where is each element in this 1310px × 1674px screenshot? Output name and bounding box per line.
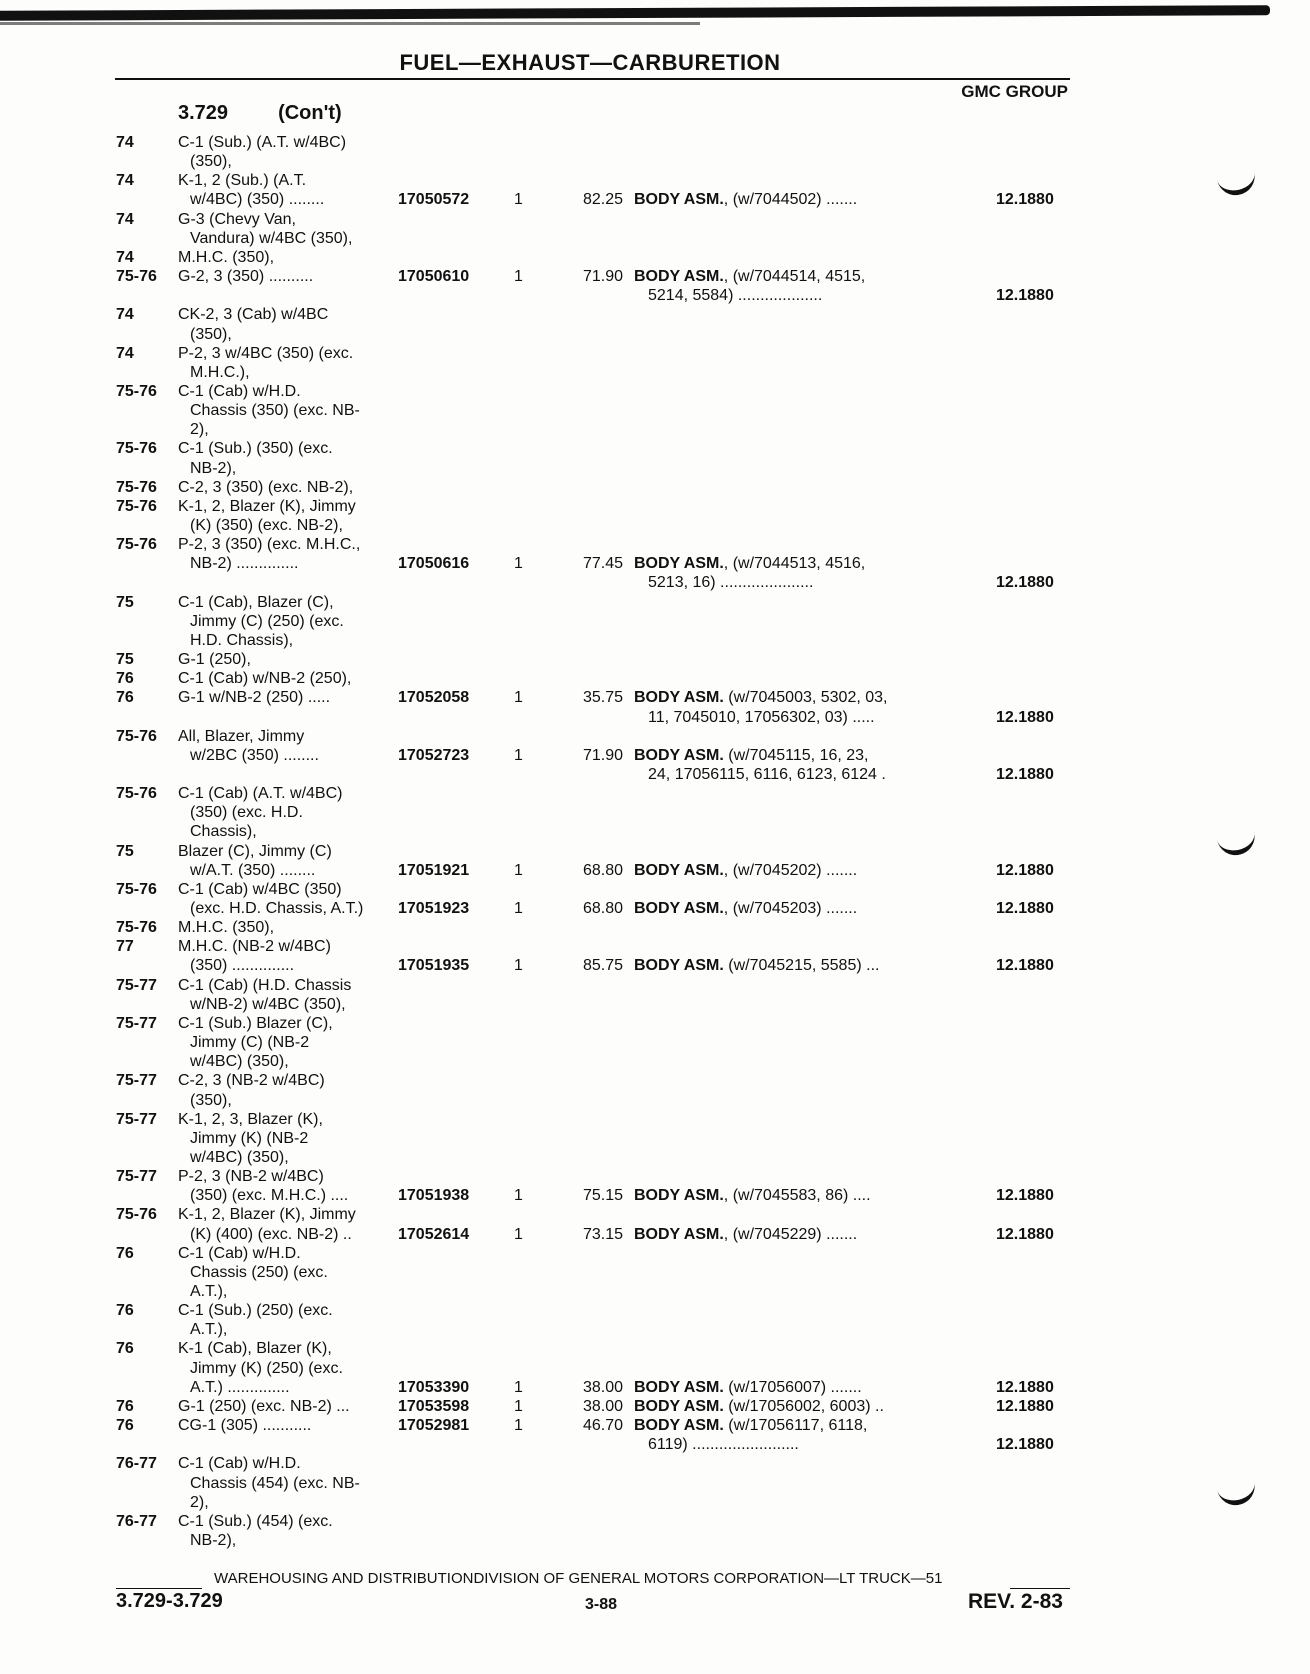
row-application: Jimmy (K) (NB-2: [190, 1130, 309, 1147]
row-description-detail: (w/7045003, 5302, 03,: [723, 689, 888, 706]
row-description-name: BODY ASM.: [634, 689, 724, 706]
parts-row: [0, 1052, 1310, 1072]
row-year: 74: [116, 345, 134, 362]
row-application: CK-2, 3 (Cab) w/4BC: [178, 306, 329, 323]
row-year: 75-76: [116, 919, 157, 936]
row-application: w/NB-2) w/4BC (350),: [190, 996, 346, 1013]
parts-row: [0, 1301, 1310, 1321]
row-application: (350),: [190, 326, 232, 343]
parts-row: [0, 1110, 1310, 1130]
row-description-detail: , (w/7045202) .......: [723, 862, 858, 879]
row-reference: 12.1880: [996, 1226, 1054, 1243]
row-quantity: 1: [514, 900, 523, 917]
parts-row: [0, 861, 1310, 881]
row-year: 75-77: [116, 1072, 157, 1089]
row-description: [634, 1186, 871, 1206]
row-application: G-1 w/NB-2 (250) .....: [178, 689, 331, 706]
row-price: 46.70: [582, 1417, 623, 1434]
row-year: 75: [116, 594, 134, 611]
row-year: 75-76: [116, 383, 157, 400]
row-application: A.T.),: [190, 1283, 228, 1300]
row-description: [634, 1416, 867, 1436]
row-application: (K) (350) (exc. NB-2),: [190, 517, 343, 534]
row-application: A.T.) ..............: [190, 1379, 290, 1396]
row-application: C-1 (Cab) (H.D. Chassis: [178, 977, 352, 994]
parts-row: [0, 1263, 1310, 1283]
parts-row: [0, 650, 1310, 670]
row-reference: 12.1880: [996, 574, 1054, 591]
row-year: 76-77: [116, 1455, 157, 1472]
row-application: C-1 (Sub.) (350) (exc.: [178, 440, 333, 457]
parts-row: [0, 229, 1310, 249]
row-application: C-1 (Cab), Blazer (C),: [178, 594, 334, 611]
parts-row: [0, 1244, 1310, 1264]
row-price: 82.25: [582, 191, 623, 208]
parts-row: [0, 1282, 1310, 1302]
row-year: 75-77: [116, 1111, 157, 1128]
row-application: w/4BC) (350),: [190, 1149, 289, 1166]
row-description-detail: , (w/7044513, 4516,: [723, 555, 866, 572]
row-year: 75-76: [116, 479, 157, 496]
parts-row: [0, 727, 1310, 747]
parts-row: [0, 286, 1310, 306]
parts-row: [0, 344, 1310, 364]
row-year: 74: [116, 172, 134, 189]
parts-row: [0, 248, 1310, 268]
row-year: 75-76: [116, 1206, 157, 1223]
row-year: 76: [116, 1417, 134, 1434]
parts-row: [0, 1091, 1310, 1111]
parts-row: [0, 497, 1310, 517]
parts-row: [0, 822, 1310, 842]
row-application: Blazer (C), Jimmy (C): [178, 843, 332, 860]
row-application: 2),: [190, 421, 209, 438]
row-description: [634, 688, 887, 708]
row-application: M.H.C. (350),: [178, 249, 275, 266]
parts-row: [0, 937, 1310, 957]
row-reference: 12.1880: [996, 709, 1054, 726]
row-quantity: 1: [514, 747, 523, 764]
parts-row: [0, 956, 1310, 976]
row-part-number: 17052723: [398, 747, 470, 764]
row-application: K-1 (Cab), Blazer (K),: [178, 1340, 332, 1357]
group-label: GMC GROUP: [961, 82, 1068, 101]
row-description-detail: (w/17056007) .......: [723, 1379, 862, 1396]
parts-row: [0, 669, 1310, 689]
row-quantity: 1: [514, 1226, 523, 1243]
row-description: [634, 190, 857, 210]
parts-row: [0, 1129, 1310, 1149]
row-description: [634, 956, 879, 976]
row-application: M.H.C. (350),: [178, 919, 275, 936]
row-year: 75-77: [116, 977, 157, 994]
row-application: P-2, 3 w/4BC (350) (exc.: [178, 345, 354, 362]
row-part-number: 17052981: [398, 1417, 470, 1434]
row-description-name: BODY ASM.: [634, 1187, 724, 1204]
row-year: 75-76: [116, 498, 157, 515]
row-reference: 12.1880: [996, 1187, 1054, 1204]
row-description-detail: , (w/7044502) .......: [723, 191, 858, 208]
row-year: 75-77: [116, 1168, 157, 1185]
parts-row: [0, 976, 1310, 996]
row-price: 38.00: [582, 1379, 623, 1396]
row-reference: 12.1880: [996, 287, 1054, 304]
parts-row: [0, 1071, 1310, 1091]
row-part-number: 17050616: [398, 555, 470, 572]
row-reference: 12.1880: [996, 1398, 1054, 1415]
row-part-number: 17050610: [398, 268, 470, 285]
row-description: [634, 1397, 884, 1417]
row-price: 35.75: [582, 689, 623, 706]
row-reference: 12.1880: [996, 900, 1054, 917]
parts-row: [0, 899, 1310, 919]
parts-row: [0, 995, 1310, 1015]
row-application: w/4BC) (350) ........: [190, 191, 325, 208]
parts-row: [0, 516, 1310, 536]
row-application: Chassis (454) (exc. NB-: [190, 1475, 360, 1492]
row-application: C-1 (Cab) w/H.D.: [178, 383, 301, 400]
row-description-detail: (w/17056002, 6003) ..: [723, 1398, 884, 1415]
row-application: G-2, 3 (350) ..........: [178, 268, 314, 285]
row-year: 75-76: [116, 536, 157, 553]
row-part-number: 17050572: [398, 191, 470, 208]
parts-row: [0, 1531, 1310, 1551]
row-description-detail: , (w/7045203) .......: [723, 900, 858, 917]
row-application: Chassis),: [190, 823, 257, 840]
row-application: C-1 (Sub.) (A.T. w/4BC): [178, 134, 347, 151]
row-quantity: 1: [514, 268, 523, 285]
row-application: NB-2) ..............: [190, 555, 299, 572]
parts-row: [0, 746, 1310, 766]
row-application: Jimmy (K) (250) (exc.: [190, 1360, 343, 1377]
row-application: Jimmy (C) (NB-2: [190, 1034, 310, 1051]
footer-division: WAREHOUSING AND DISTRIBUTIONDIVISION OF GENERAL MOTORS CORPORATION—LT TRUCK—51: [214, 1570, 943, 1587]
row-year: 74: [116, 211, 134, 228]
parts-row: [0, 803, 1310, 823]
row-price: 85.75: [582, 957, 623, 974]
row-application: M.H.C.),: [190, 364, 250, 381]
parts-row: [0, 918, 1310, 938]
row-quantity: 1: [514, 1187, 523, 1204]
row-description-detail: , (w/7044514, 4515,: [723, 268, 866, 285]
row-reference: 12.1880: [996, 957, 1054, 974]
row-application: C-1 (Cab) w/4BC (350): [178, 881, 342, 898]
row-application: (exc. H.D. Chassis, A.T.): [190, 900, 364, 917]
row-year: 74: [116, 249, 134, 266]
row-price: 38.00: [582, 1398, 623, 1415]
row-description-name: BODY ASM.: [634, 1417, 724, 1434]
parts-row: [0, 1186, 1310, 1206]
parts-row: [0, 1320, 1310, 1340]
row-price: 68.80: [582, 900, 623, 917]
row-year: 76: [116, 670, 134, 687]
parts-row: [0, 631, 1310, 651]
row-quantity: 1: [514, 191, 523, 208]
row-application: w/A.T. (350) ........: [190, 862, 316, 879]
row-application: Chassis (350) (exc. NB-: [190, 402, 360, 419]
parts-row: [0, 1512, 1310, 1532]
row-application: w/4BC) (350),: [190, 1053, 289, 1070]
row-year: 77: [116, 938, 134, 955]
row-description: [648, 286, 822, 306]
row-application: G-1 (250),: [178, 651, 251, 668]
row-quantity: 1: [514, 862, 523, 879]
row-year: 75-76: [116, 728, 157, 745]
row-description-name: BODY ASM.: [634, 1226, 724, 1243]
footer-range: 3.729-3.729: [116, 1590, 223, 1612]
row-year: 75: [116, 651, 134, 668]
row-description-name: BODY ASM.: [634, 268, 724, 285]
row-application: Jimmy (C) (250) (exc.: [190, 613, 344, 630]
parts-row: [0, 1474, 1310, 1494]
row-reference: 12.1880: [996, 1379, 1054, 1396]
row-description-detail: 11, 7045010, 17056302, 03) .....: [648, 709, 875, 726]
row-application: (350) ..............: [190, 957, 295, 974]
parts-row: [0, 842, 1310, 862]
parts-row: [0, 1033, 1310, 1053]
parts-row: [0, 1225, 1310, 1245]
footer-rule-right: [1010, 1588, 1070, 1589]
row-description-name: BODY ASM.: [634, 191, 724, 208]
row-application: P-2, 3 (350) (exc. M.H.C.,: [178, 536, 361, 553]
row-description-detail: 24, 17056115, 6116, 6123, 6124 .: [648, 766, 886, 783]
row-application: C-2, 3 (NB-2 w/4BC): [178, 1072, 325, 1089]
row-description: [634, 746, 869, 766]
row-application: (350) (exc. M.H.C.) ....: [190, 1187, 349, 1204]
parts-row: [0, 382, 1310, 402]
parts-row: [0, 210, 1310, 230]
row-application: w/2BC (350) ........: [190, 747, 319, 764]
row-application: C-1 (Sub.) Blazer (C),: [178, 1015, 333, 1032]
row-year: 75: [116, 843, 134, 860]
parts-row: [0, 1167, 1310, 1187]
parts-row: [0, 1148, 1310, 1168]
row-description: [648, 765, 886, 785]
parts-row: [0, 880, 1310, 900]
row-year: 75-76: [116, 440, 157, 457]
row-application: C-1 (Cab) w/H.D.: [178, 1245, 301, 1262]
row-application: Vandura) w/4BC (350),: [190, 230, 353, 247]
parts-row: [0, 1397, 1310, 1417]
row-description: [648, 708, 875, 728]
row-quantity: 1: [514, 555, 523, 572]
row-year: 75-77: [116, 1015, 157, 1032]
row-application: All, Blazer, Jimmy: [178, 728, 305, 745]
row-application: (350) (exc. H.D.: [190, 804, 303, 821]
row-application: C-2, 3 (350) (exc. NB-2),: [178, 479, 354, 496]
row-year: 74: [116, 134, 134, 151]
row-description-name: BODY ASM.: [634, 862, 724, 879]
parts-row: [0, 439, 1310, 459]
row-description-detail: (w/17056117, 6118,: [723, 1417, 868, 1434]
row-quantity: 1: [514, 957, 523, 974]
parts-row: [0, 612, 1310, 632]
footer-rule-left: [116, 1588, 202, 1589]
row-application: C-1 (Sub.) (250) (exc.: [178, 1302, 333, 1319]
row-description-detail: 5213, 16) .....................: [648, 574, 814, 591]
row-application: M.H.C. (NB-2 w/4BC): [178, 938, 331, 955]
row-description-name: BODY ASM.: [634, 555, 724, 572]
row-price: 71.90: [582, 268, 623, 285]
row-part-number: 17051935: [398, 957, 470, 974]
row-description-detail: , (w/7045229) .......: [723, 1226, 858, 1243]
parts-row: [0, 535, 1310, 555]
row-application: Chassis (250) (exc.: [190, 1264, 328, 1281]
parts-row: [0, 1416, 1310, 1436]
row-application: K-1, 2, Blazer (K), Jimmy: [178, 1206, 356, 1223]
row-application: G-3 (Chevy Van,: [178, 211, 296, 228]
row-year: 74: [116, 306, 134, 323]
parts-row: [0, 1378, 1310, 1398]
row-application: C-1 (Cab) w/H.D.: [178, 1455, 301, 1472]
row-application: C-1 (Cab) (A.T. w/4BC): [178, 785, 343, 802]
row-quantity: 1: [514, 689, 523, 706]
row-quantity: 1: [514, 1398, 523, 1415]
row-part-number: 17051923: [398, 900, 470, 917]
row-description-name: BODY ASM.: [634, 1379, 724, 1396]
parts-row: [0, 401, 1310, 421]
row-year: 76: [116, 1245, 134, 1262]
parts-row: [0, 363, 1310, 383]
row-part-number: 17051921: [398, 862, 470, 879]
parts-row: [0, 190, 1310, 210]
row-reference: 12.1880: [996, 191, 1054, 208]
parts-row: [0, 325, 1310, 345]
row-application: C-1 (Cab) w/NB-2 (250),: [178, 670, 352, 687]
parts-row: [0, 267, 1310, 287]
row-part-number: 17052058: [398, 689, 470, 706]
row-application: NB-2),: [190, 460, 237, 477]
page-title: FUEL—EXHAUST—CARBURETION: [399, 50, 781, 75]
parts-row: [0, 784, 1310, 804]
parts-row: [0, 573, 1310, 593]
row-description: [634, 861, 857, 881]
parts-row: [0, 459, 1310, 479]
section-suffix: (Con't): [278, 102, 342, 124]
row-price: 68.80: [582, 862, 623, 879]
parts-row: [0, 1339, 1310, 1359]
parts-row: [0, 554, 1310, 574]
row-description-name: BODY ASM.: [634, 1398, 724, 1415]
row-description: [648, 1435, 799, 1455]
parts-row: [0, 1454, 1310, 1474]
row-description-name: BODY ASM.: [634, 900, 724, 917]
row-description: [648, 573, 813, 593]
row-year: 76-77: [116, 1513, 157, 1530]
row-description-name: BODY ASM.: [634, 957, 724, 974]
footer-revision: REV. 2-83: [968, 1590, 1063, 1613]
parts-row: [0, 1205, 1310, 1225]
row-application: (350),: [190, 1092, 232, 1109]
row-year: 76: [116, 1340, 134, 1357]
parts-row: [0, 152, 1310, 172]
row-part-number: 17053598: [398, 1398, 470, 1415]
row-description-name: BODY ASM.: [634, 747, 724, 764]
parts-row: [0, 765, 1310, 785]
row-description-detail: 5214, 5584) ...................: [648, 287, 823, 304]
row-application: (K) (400) (exc. NB-2) ..: [190, 1226, 352, 1243]
row-description-detail: , (w/7045583, 86) ....: [723, 1187, 871, 1204]
row-part-number: 17052614: [398, 1226, 470, 1243]
row-application: A.T.),: [190, 1321, 228, 1338]
row-application: CG-1 (305) ...........: [178, 1417, 312, 1434]
row-description-detail: (w/7045215, 5585) ...: [723, 957, 880, 974]
row-year: 75-76: [116, 268, 157, 285]
row-description-detail: 6119) ........................: [648, 1436, 799, 1453]
row-quantity: 1: [514, 1417, 523, 1434]
row-price: 77.45: [582, 555, 623, 572]
row-price: 73.15: [582, 1226, 623, 1243]
row-quantity: 1: [514, 1379, 523, 1396]
row-application: K-1, 2, 3, Blazer (K),: [178, 1111, 323, 1128]
row-price: 75.15: [582, 1187, 623, 1204]
row-application: K-1, 2, Blazer (K), Jimmy: [178, 498, 356, 515]
row-application: K-1, 2 (Sub.) (A.T.: [178, 172, 307, 189]
row-description: [634, 267, 865, 287]
row-reference: 12.1880: [996, 1436, 1054, 1453]
section-number: 3.729: [178, 102, 229, 124]
parts-row: [0, 1493, 1310, 1513]
parts-row: [0, 688, 1310, 708]
row-description: [634, 1225, 857, 1245]
row-application: G-1 (250) (exc. NB-2) ...: [178, 1398, 350, 1415]
row-year: 76: [116, 1398, 134, 1415]
row-application: H.D. Chassis),: [190, 632, 294, 649]
row-application: C-1 (Sub.) (454) (exc.: [178, 1513, 333, 1530]
parts-row: [0, 305, 1310, 325]
row-application: 2),: [190, 1494, 209, 1511]
row-year: 75-76: [116, 881, 157, 898]
row-application: NB-2),: [190, 1532, 237, 1549]
row-application: (350),: [190, 153, 232, 170]
row-part-number: 17053390: [398, 1379, 470, 1396]
parts-row: [0, 478, 1310, 498]
parts-row: [0, 593, 1310, 613]
parts-row: [0, 171, 1310, 191]
parts-row: [0, 1435, 1310, 1455]
footer-page-number: 3-88: [585, 1596, 618, 1613]
parts-row: [0, 133, 1310, 153]
row-description: [634, 554, 865, 574]
row-reference: 12.1880: [996, 862, 1054, 879]
row-year: 75-76: [116, 785, 157, 802]
row-reference: 12.1880: [996, 766, 1054, 783]
parts-row: [0, 1359, 1310, 1379]
parts-row: [0, 420, 1310, 440]
row-description: [634, 899, 857, 919]
row-description-detail: (w/7045115, 16, 23,: [723, 747, 869, 764]
parts-row: [0, 1014, 1310, 1034]
row-description: [634, 1378, 862, 1398]
parts-row: [0, 708, 1310, 728]
row-year: 76: [116, 1302, 134, 1319]
row-part-number: 17051938: [398, 1187, 470, 1204]
row-application: P-2, 3 (NB-2 w/4BC): [178, 1168, 324, 1185]
row-year: 76: [116, 689, 134, 706]
row-price: 71.90: [582, 747, 623, 764]
